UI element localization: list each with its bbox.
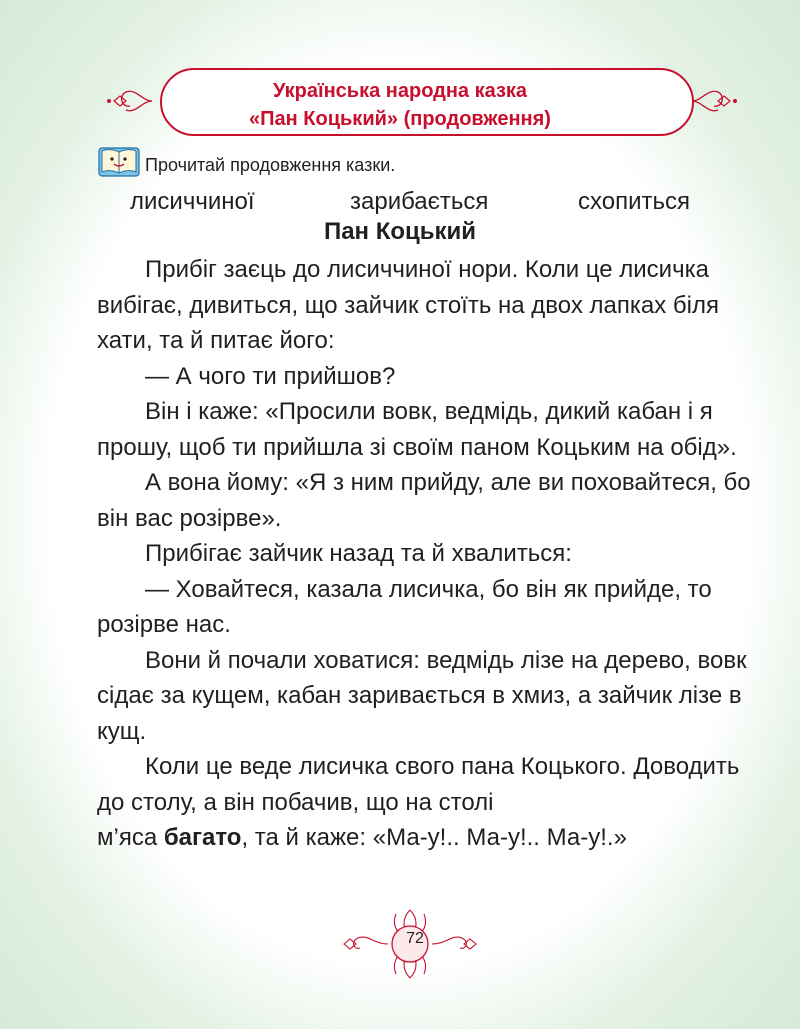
paragraph: Він і каже: «Просили вовк, ведмідь, дикий кабан і я прошу, щоб ти прийшла зі своїм паном Коцьким на обід».: [97, 398, 737, 461]
paragraph: Коли це веде лисичка свого пана Коцького. Доводить до столу, а він побачив, що на столі: [97, 753, 740, 816]
paragraph: Вони й почали ховатися: ведмідь лізе на дерево, вовк сідає за кущем, кабан заривається в хмиз, а зайчик лізе в кущ.: [97, 646, 747, 745]
vocab-word: лисиччиної: [130, 188, 255, 215]
text-run: , та й каже: «Ма-у!.. Ма-у!.. Ма-у!.»: [241, 824, 627, 851]
paragraph: Прибігає зайчик назад та й хвалиться:: [145, 540, 572, 567]
paragraph: Прибіг заєць до лисиччиної нори. Коли це лисичка вибігає, дивиться, що зайчик стоїть на двох лапках біля хати, та й питає його:: [97, 256, 719, 354]
page-number: 72: [406, 930, 424, 947]
header-genre: Українська народна казка: [272, 80, 528, 102]
header-title: «Пан Коцький» (продовження): [249, 108, 551, 130]
text-run: м’яса: [97, 824, 164, 851]
story-title: Пан Коцький: [323, 218, 477, 245]
bold-word: багато: [163, 824, 242, 851]
paragraph-last-line: [97, 820, 757, 856]
paragraph: — А чого ти прийшов?: [145, 362, 396, 390]
vocab-word: зарибається: [350, 188, 489, 215]
paragraph: — Ховайтеся, казала лисичка, бо він як прийде, то розірве нас.: [97, 575, 712, 638]
open-book-icon: [98, 146, 140, 178]
story-text: [97, 252, 757, 856]
vocab-word: схопиться: [578, 188, 690, 215]
paragraph: А вона йому: «Я з ним прийду, але ви поховайтеся, бо він вас розірве».: [97, 469, 751, 532]
instruction-text: Прочитай продовження казки.: [145, 155, 396, 175]
